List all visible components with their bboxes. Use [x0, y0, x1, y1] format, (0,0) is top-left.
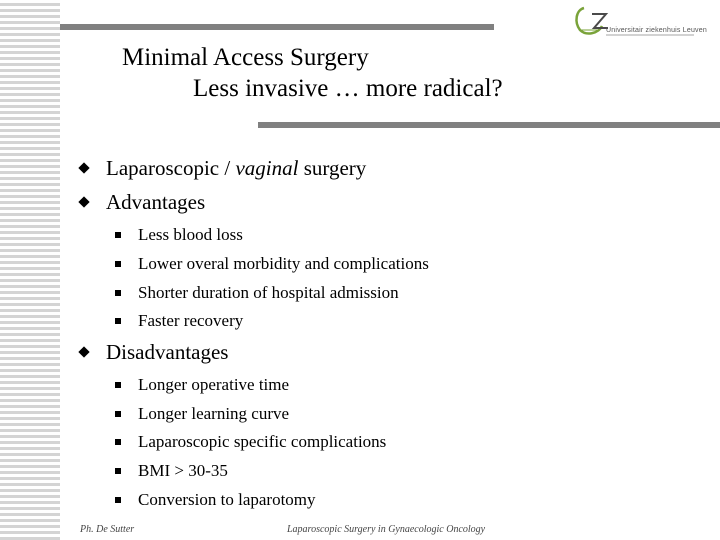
top-divider-bar	[60, 24, 494, 30]
footer-author: Ph. De Sutter	[80, 524, 135, 535]
footer-topic: Laparoscopic Surgery in Gynaecologic Oncology	[287, 524, 486, 535]
logo-text: Universitair ziekenhuis Leuven	[606, 27, 707, 34]
side-stripe-decoration	[0, 0, 60, 540]
square-bullet-icon	[115, 411, 121, 417]
bullet-text: Laparoscopic / vaginal surgery	[106, 156, 367, 180]
square-bullet-icon	[115, 382, 121, 388]
hospital-logo-icon	[570, 2, 696, 40]
slide-title-line1: Minimal Access Surgery	[122, 44, 369, 71]
title-divider-bar	[258, 122, 720, 128]
diamond-bullet-icon	[78, 346, 89, 357]
diamond-bullet-icon	[78, 162, 89, 173]
square-bullet-icon	[115, 232, 121, 238]
square-bullet-icon	[115, 497, 121, 503]
square-bullet-icon	[115, 318, 121, 324]
bullet-text: Advantages	[106, 190, 206, 214]
diamond-bullet-icon	[78, 196, 89, 207]
square-bullet-icon	[115, 261, 121, 267]
square-bullet-icon	[115, 290, 121, 296]
bullet-text: Disadvantages	[106, 340, 229, 364]
square-bullet-icon	[115, 468, 121, 474]
slide-title-line2: Less invasive … more radical?	[193, 75, 503, 102]
square-bullet-icon	[115, 439, 121, 445]
